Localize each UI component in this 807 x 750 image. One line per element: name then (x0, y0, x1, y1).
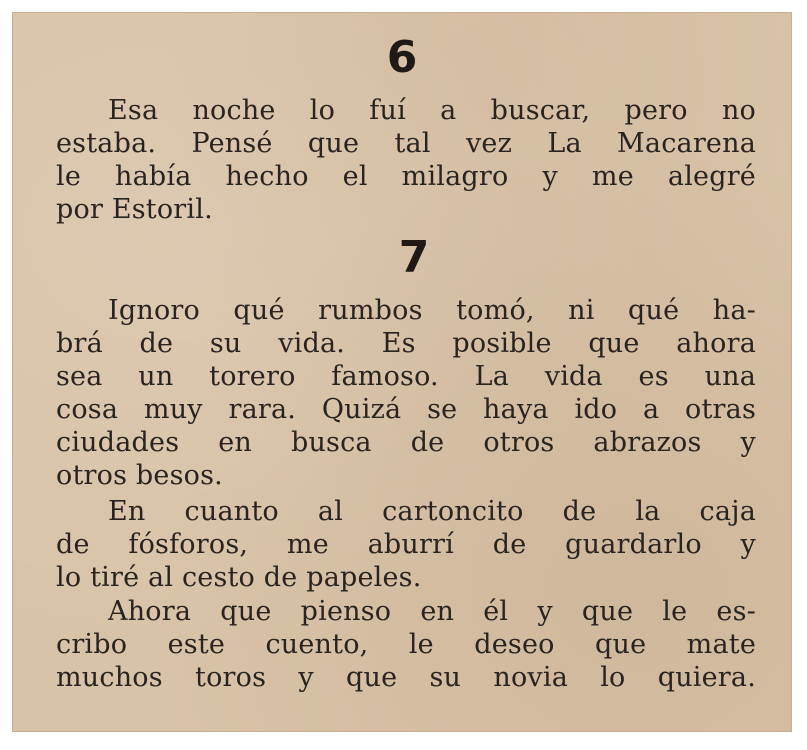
text-line: cosa muy rara. Quizá se haya ido a otras (56, 394, 756, 425)
text-line: brá de su vida. Es posible que ahora (56, 328, 756, 359)
paragraph-1 (56, 94, 756, 226)
text-line: por Estoril. (56, 194, 213, 225)
section-number-6: 6 (386, 32, 418, 83)
text-line: sea un torero famoso. La vida es una (56, 361, 756, 392)
text-line: lo tiré al cesto de papeles. (56, 562, 422, 593)
text-line: Ignoro qué rumbos tomó, ni qué ha- (108, 295, 756, 326)
text-line: estaba. Pensé que tal vez La Macarena (56, 128, 756, 159)
scanned-page (12, 12, 792, 732)
text-line: ciudades en busca de otros abrazos y (56, 427, 756, 458)
section-number-7: 7 (398, 232, 430, 283)
paragraph-4 (56, 595, 756, 694)
text-line: muchos toros y que su novia lo quiera. (56, 662, 756, 693)
text-line: de fósforos, me aburrí de guardarlo y (56, 529, 756, 560)
paragraph-2 (56, 294, 756, 492)
text-line: En cuanto al cartoncito de la caja (108, 496, 756, 527)
text-line: cribo este cuento, le deseo que mate (56, 629, 756, 660)
paragraph-3 (56, 495, 756, 594)
text-line: Esa noche lo fuí a buscar, pero no (108, 95, 756, 126)
text-line: le había hecho el milagro y me alegré (56, 161, 756, 192)
text-line: Ahora que pienso en él y que le es- (108, 596, 756, 627)
text-line: otros besos. (56, 460, 223, 491)
